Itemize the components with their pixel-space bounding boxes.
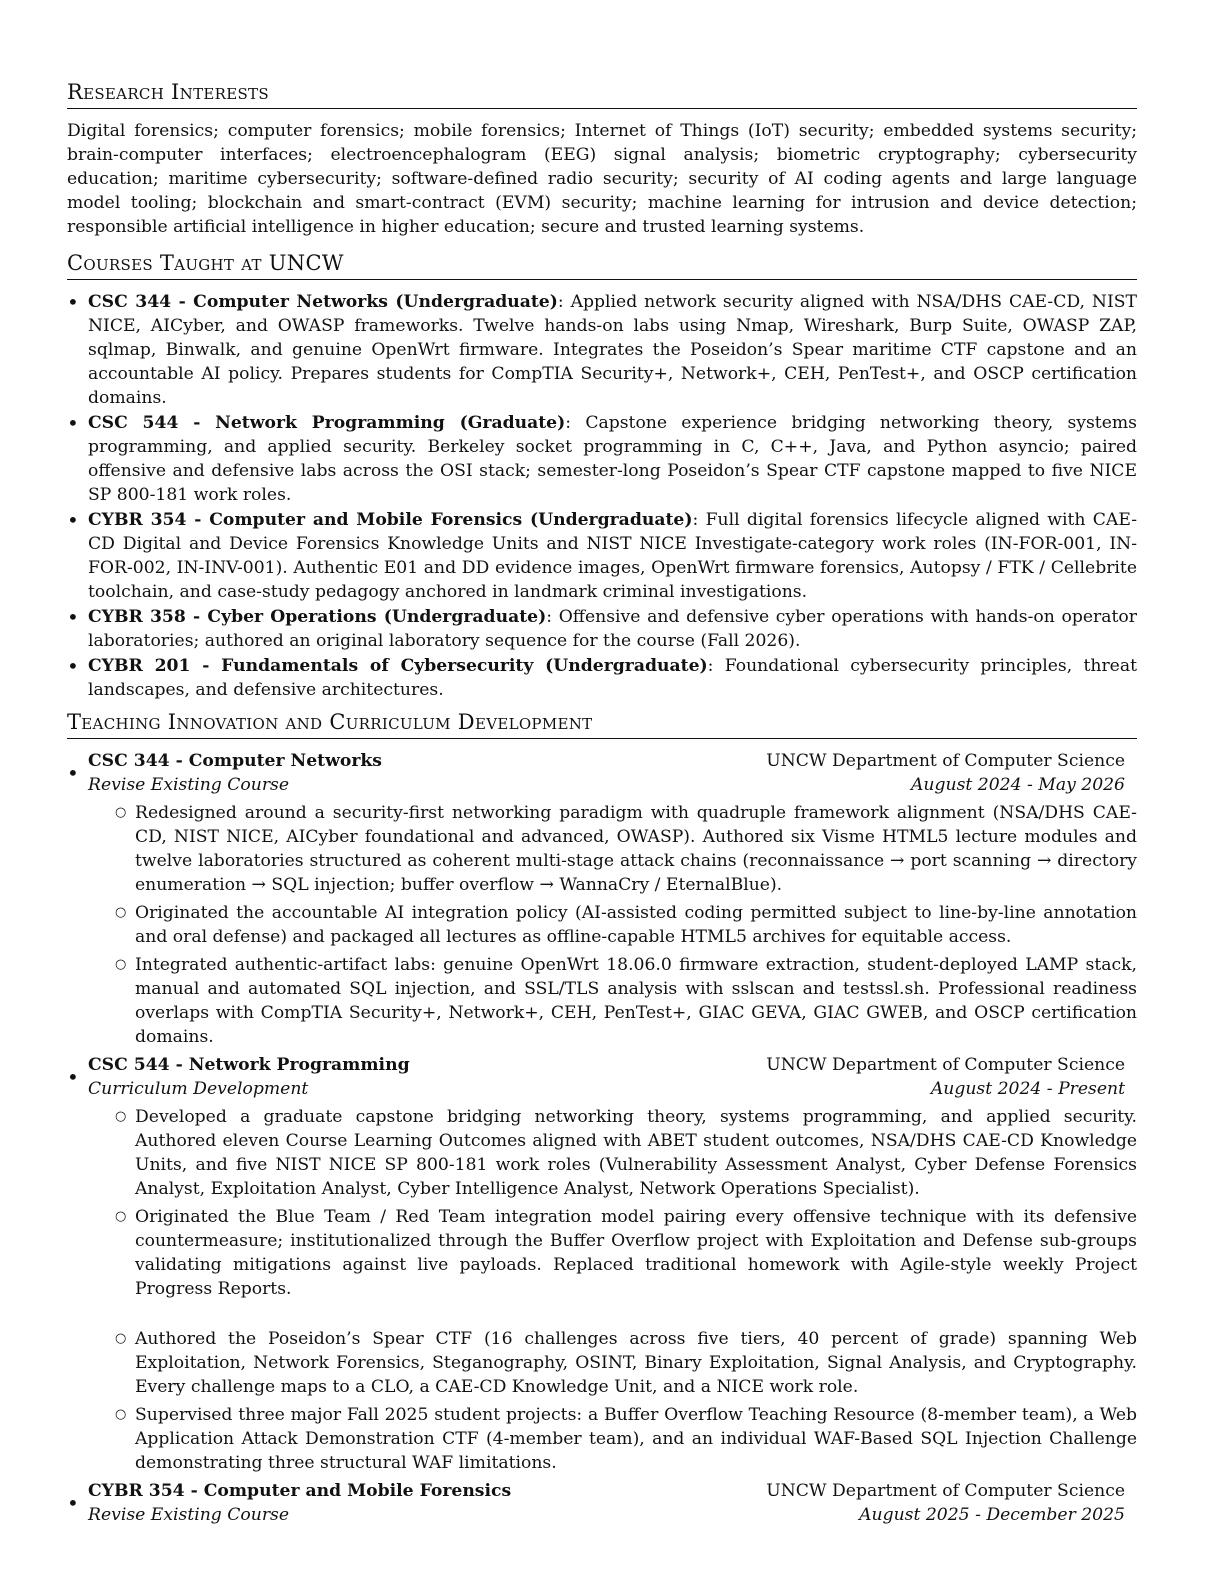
course-item xyxy=(67,508,1137,604)
entry-dates: August 2025 - December 2025 xyxy=(859,1505,1125,1525)
course-item xyxy=(67,290,1137,410)
entry-bullet: ○ Originated the accountable AI integration policy (AI-assisted coding permitted subject to line-by-line annotation and oral defense) and packaged all lectures as offline-capable HTML5 archives for equitable access. xyxy=(88,901,1137,949)
course-name: CYBR 354 - Computer and Mobile Forensics (Undergraduate) xyxy=(88,510,693,530)
teaching-entry xyxy=(67,749,1137,1049)
course-name: CSC 344 - Computer Networks (Undergraduate) xyxy=(88,292,558,312)
entry-bullet: ○ Developed a graduate capstone bridging networking theory, systems programming, and applied security. Authored eleven Course Learning Outcomes aligned with ABET student outcomes, NSA/DHS CAE-CD Knowledge Units, and five NIST NICE SP 800-181 work roles (Vulnerability Assessment Analyst, Cyber Defense Forensics Analyst, Exploitation Analyst, Cyber Intelligence Analyst, Network Operations Specialist). xyxy=(88,1105,1137,1201)
entry-course: CSC 344 - Computer Networks xyxy=(88,751,382,771)
research-interests-heading: Research Interests xyxy=(67,78,1137,109)
course-name: CYBR 358 - Cyber Operations (Undergraduate) xyxy=(88,607,547,627)
entry-bullets xyxy=(88,1105,1137,1475)
entry-role: Revise Existing Course xyxy=(88,775,290,795)
bullet-icon: • xyxy=(67,1065,79,1089)
teaching-innovation-heading: Teaching Innovation and Curriculum Development xyxy=(67,708,1137,739)
course-description: : Applied network security aligned with NSA/DHS CAE-CD, NIST NICE, AICyber, and OWASP frameworks. Twelve hands-on labs using Nmap, Wireshark, Burp Suite, OWASP ZAP, sqlmap, Binwalk, and genuine OpenWrt firmware. Integrates the Poseidon’s Spear maritime CTF capstone and an accountable AI policy. Prepares students for CompTIA Security+, Network+, CEH, PenTest+, and OSCP certification domains. xyxy=(88,292,1137,408)
course-description: : Offensive and defensive cyber operations with hands-on operator laboratories; authored an original laboratory sequence for the course (Fall 2026). xyxy=(88,607,1137,651)
entry-role: Curriculum Development xyxy=(88,1079,309,1099)
entry-dates: August 2024 - Present xyxy=(930,1079,1125,1099)
course-description: : Full digital forensics lifecycle aligned with CAE-CD Digital and Device Forensics Knowledge Units and NIST NICE Investigate-category work roles (IN-FOR-001, IN-FOR-002, IN-INV-001). Authentic E01 and DD evidence images, OpenWrt firmware forensics, Autopsy / FTK / Cellebrite toolchain, and case-study pedagogy anchored in landmark criminal investigations. xyxy=(88,510,1137,602)
courses-taught-heading: Courses Taught at UNCW xyxy=(67,249,1137,280)
entry-bullets xyxy=(88,801,1137,1049)
entry-bullet: ○ Supervised three major Fall 2025 student projects: a Buffer Overflow Teaching Resource (8-member team), a Web Application Attack Demonstration CTF (4-member team), and an individual WAF-Based SQL Injection Challenge demonstrating three structural WAF limitations. xyxy=(88,1403,1137,1475)
entry-bullet: ○ Integrated authentic-artifact labs: genuine OpenWrt 18.06.0 firmware extraction, student-deployed LAMP stack, manual and automated SQL injection, and SSL/TLS analysis with sslscan and testssl.sh. Professional readiness overlaps with CompTIA Security+, Network+, CEH, PenTest+, GIAC GEVA, GIAC GWEB, and OSCP certification domains. xyxy=(88,953,1137,1049)
entry-bullet: ○ Originated the Blue Team / Red Team integration model pairing every offensive technique with its defensive countermeasure; institutionalized through the Buffer Overflow project with Exploitation and Defense sub-groups validating mitigations against live payloads. Replaced traditional homework with Agile-style weekly Project Progress Reports. xyxy=(88,1205,1137,1301)
entry-org: UNCW Department of Computer Science xyxy=(766,751,1125,771)
entry-bullet: ○ Redesigned around a security-first networking paradigm with quadruple framework alignment (NSA/DHS CAE-CD, NIST NICE, AICyber foundational and advanced, OWASP). Authored six Visme HTML5 lecture modules and twelve laboratories structured as coherent multi-stage attack chains (reconnaissance → port scanning → directory enumeration → SQL injection; buffer overflow → WannaCry / EternalBlue). xyxy=(88,801,1137,897)
course-name: CYBR 201 - Fundamentals of Cybersecurity (Undergraduate) xyxy=(88,656,708,676)
course-item xyxy=(67,654,1137,702)
course-name: CSC 544 - Network Programming (Graduate) xyxy=(88,413,566,433)
research-interests-text: Digital forensics; computer forensics; mobile forensics; Internet of Things (IoT) security; embedded systems security; brain-computer interfaces; electroencephalogram (EEG) signal analysis; biometric cryptography; cybersecurity education; maritime cybersecurity; software-defined radio security; security of AI coding agents and large language model tooling; blockchain and smart-contract (EVM) security; machine learning for intrusion and device detection; responsible artificial intelligence in higher education; secure and trusted learning systems. xyxy=(67,121,1137,237)
entry-bullet: ○ Authored the Poseidon’s Spear CTF (16 challenges across five tiers, 40 percent of grade) spanning Web Exploitation, Network Forensics, Steganography, OSINT, Binary Exploitation, Signal Analysis, and Cryptography. Every challenge maps to a CLO, a CAE-CD Knowledge Unit, and a NICE work role. xyxy=(88,1327,1137,1399)
bullet-icon: • xyxy=(67,761,79,785)
entry-role: Revise Existing Course xyxy=(88,1505,290,1525)
entry-course: CSC 544 - Network Programming xyxy=(88,1055,410,1075)
entry-dates: August 2024 - May 2026 xyxy=(911,775,1125,795)
course-description: : Foundational cybersecurity principles, threat landscapes, and defensive architectures. xyxy=(88,656,1137,700)
courses-list xyxy=(67,290,1137,702)
course-description: : Capstone experience bridging networking theory, systems programming, and applied security. Berkeley socket programming in C, C++, Java, and Python asyncio; paired offensive and defensive labs across the OSI stack; semester-long Poseidon’s Spear CTF capstone mapped to five NICE SP 800-181 work roles. xyxy=(88,413,1138,505)
entry-org: UNCW Department of Computer Science xyxy=(766,1481,1125,1501)
entry-course: CYBR 354 - Computer and Mobile Forensics xyxy=(88,1481,512,1501)
cv-page xyxy=(67,78,1137,1527)
entry-org: UNCW Department of Computer Science xyxy=(766,1055,1125,1075)
course-item xyxy=(67,605,1137,653)
teaching-entry xyxy=(67,1479,1137,1527)
course-item xyxy=(67,411,1137,507)
bullet-icon: • xyxy=(67,1491,79,1515)
teaching-entry xyxy=(67,1053,1137,1475)
